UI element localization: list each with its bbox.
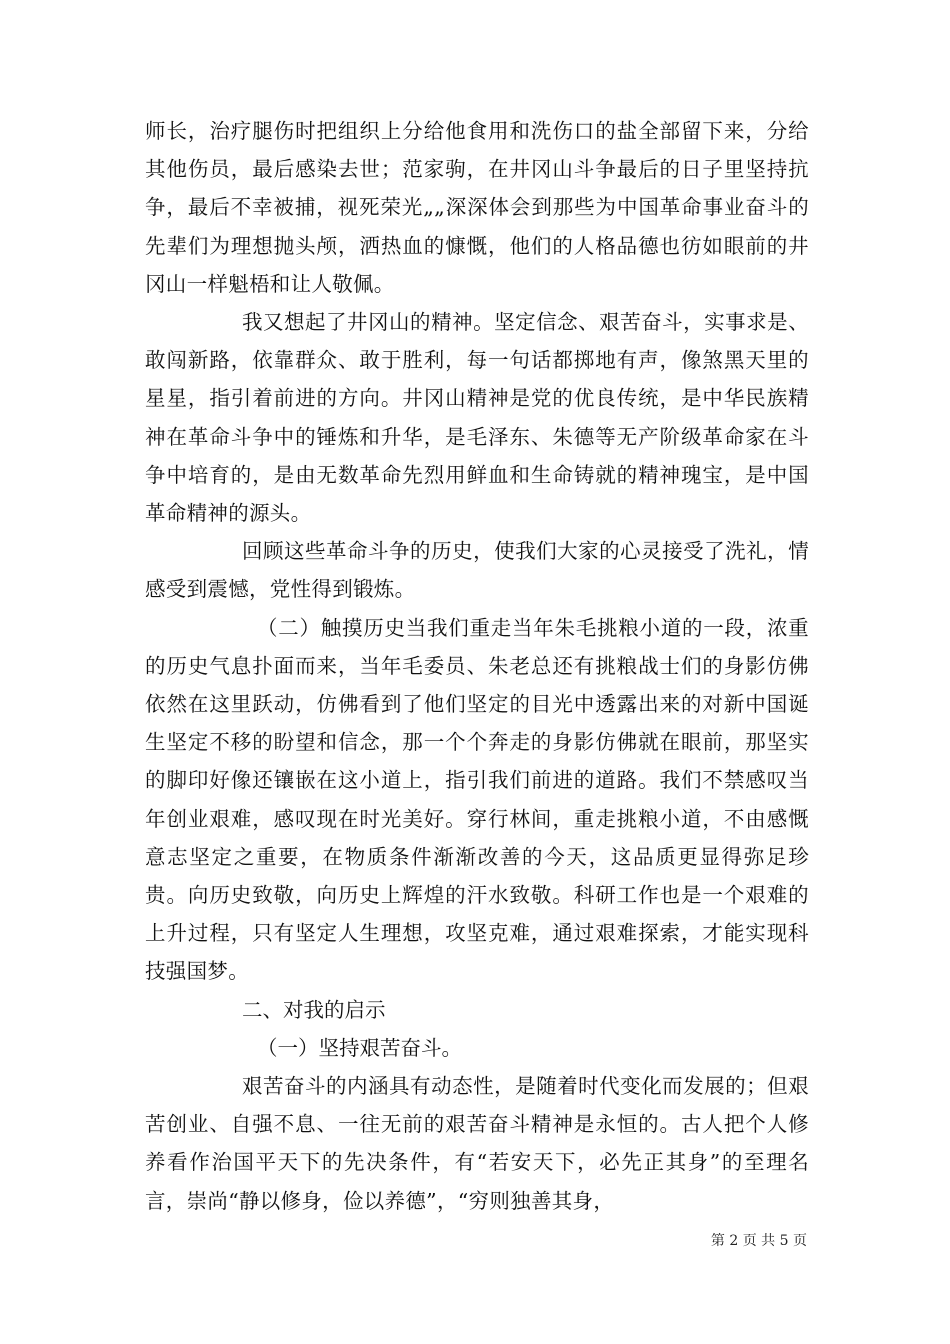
- paragraph-continuation: 师长，治疗腿伤时把组织上分给他食用和洗伤口的盐全部留下来，分给其他伤员，最后感染去世；范家驹，在井冈山斗争最后的日子里坚持抗争，最后不幸被捕，视死荣光„„深深体会到那些为中国革命事业奋斗的先辈们为理想抛头颅，洒热血的慷慨，他们的人格品德也彷如眼前的井冈山一样魁梧和让人敬佩。: [145, 119, 809, 296]
- paragraph-touch-history: （二）触摸历史当我们重走当年朱毛挑粮小道的一段，浓重的历史气息扑面而来，当年毛委员、朱老总还有挑粮战士们的身影仿佛依然在这里跃动，仿佛看到了他们坚定的目光中透露出来的对新中国诞生坚定不移的盼望和信念，那一个个奔走的身影仿佛就在眼前，那坚实的脚印好像还镶嵌在这小道上，指引我们前进的道路。我们不禁感叹当年创业艰难，感叹现在时光美好。穿行林间，重走挑粮小道，不由感慨意志坚定之重要，在物质条件渐渐改善的今天，这品质更显得弥足珍贵。向历史致敬，向历史上辉煌的汗水致敬。科研工作也是一个艰难的上升过程，只有坚定人生理想，攻坚克难，通过艰难探索，才能实现科技强国梦。: [145, 615, 809, 984]
- paragraph-hard-work: 艰苦奋斗的内涵具有动态性，是随着时代变化而发展的；但艰苦创业、自强不息、一往无前的艰苦奋斗精神是永恒的。古人把个人修养看作治国平天下的先决条件，有“若安天下，必先正其身”的至理名言，崇尚“静以修身，俭以养德”，“穷则独善其身，: [145, 1074, 809, 1213]
- document-body: [145, 112, 809, 1220]
- paragraph-jinggangshan-spirit: 我又想起了井冈山的精神。坚定信念、艰苦奋斗，实事求是、敢闯新路，依靠群众、敢于胜利，每一句话都掷地有声，像煞黑天里的星星，指引着前进的方向。井冈山精神是党的优良传统，是中华民族精神在革命斗争中的锤炼和升华，是毛泽东、朱德等无产阶级革命家在斗争中培育的，是由无数革命先烈用鲜血和生命铸就的精神瑰宝，是中国革命精神的源头。: [145, 310, 809, 526]
- page-number: 第 2 页 共 5 页: [710, 1233, 807, 1249]
- paragraph-review-history: 回顾这些革命斗争的历史，使我们大家的心灵接受了洗礼，情感受到震憾，党性得到锻炼。: [145, 539, 809, 602]
- sub-heading: （一）坚持艰苦奋斗。: [257, 1035, 462, 1060]
- section-heading: 二、对我的启示: [242, 997, 386, 1022]
